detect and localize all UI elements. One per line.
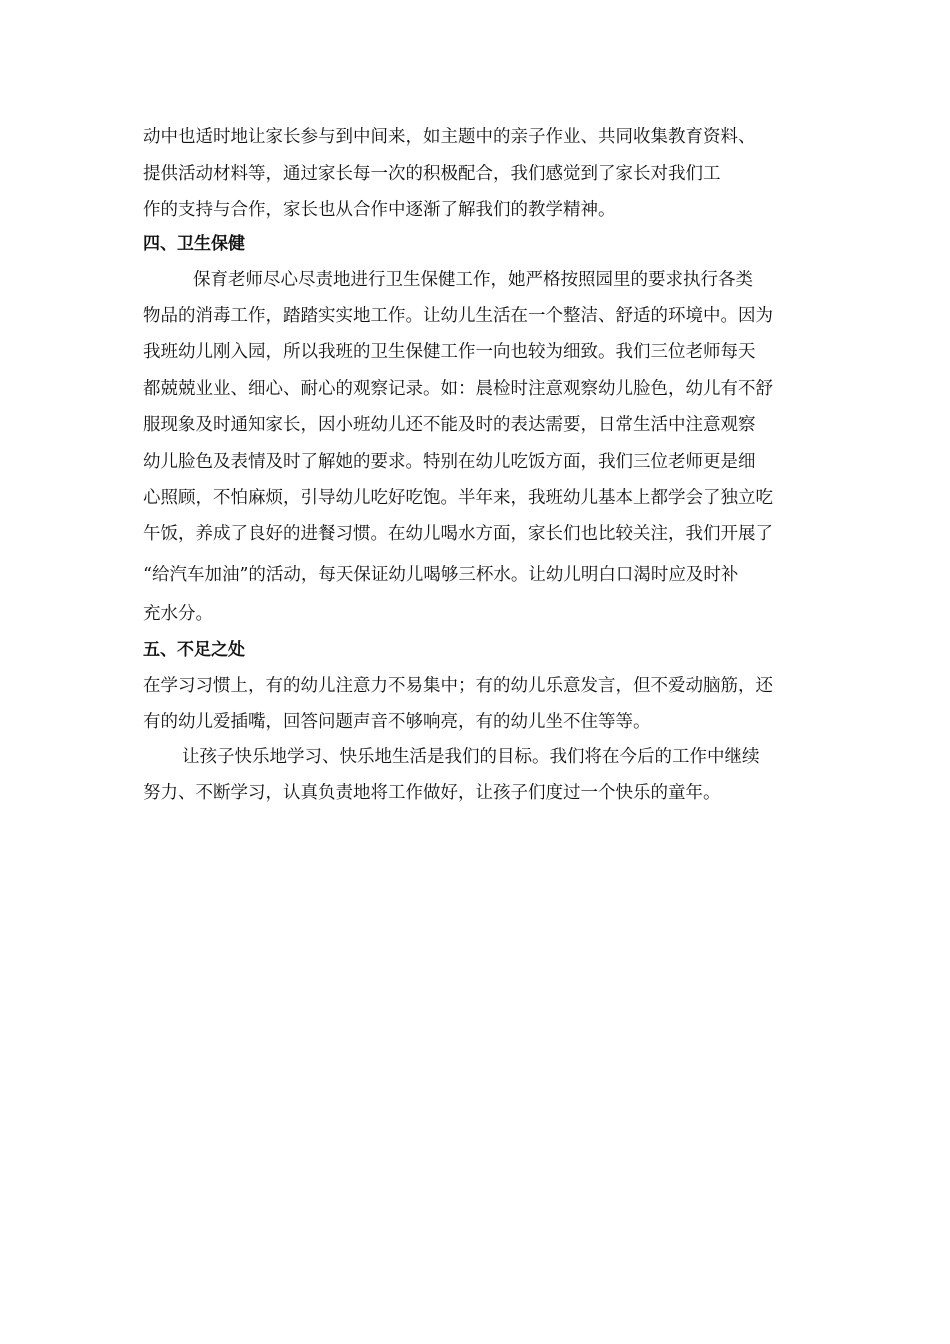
- section-heading: 五、不足之处: [143, 640, 245, 660]
- paragraph-line: 幼儿脸色及表情及时了解她的要求。特别在幼儿吃饭方面，我们三位老师更是细: [143, 452, 756, 472]
- paragraph-line: 午饭，养成了良好的进餐习惯。在幼儿喝水方面，家长们也比较关注，我们开展了: [143, 524, 773, 544]
- paragraph-line: 有的幼儿爱插嘴，回答问题声音不够响亮，有的幼儿坐不住等等。: [143, 712, 651, 732]
- paragraph-line: 我班幼儿刚入园，所以我班的卫生保健工作一向也较为细致。我们三位老师每天: [143, 342, 756, 362]
- paragraph-line: 在学习习惯上，有的幼儿注意力不易集中；有的幼儿乐意发言，但不爱动脑筋，还: [143, 676, 773, 696]
- paragraph-line: 服现象及时通知家长，因小班幼儿还不能及时的表达需要，日常生活中注意观察: [143, 415, 756, 435]
- paragraph-line: 物品的消毒工作，踏踏实实地工作。让幼儿生活在一个整洁、舒适的环境中。因为: [143, 306, 773, 326]
- paragraph-line: 提供活动材料等，通过家长每一次的积极配合，我们感觉到了家长对我们工: [143, 164, 721, 184]
- paragraph-line: “给汽车加油”的活动，每天保证幼儿喝够三杯水。让幼儿明白口渴时应及时补: [143, 565, 739, 585]
- section-heading: 四、卫生保健: [143, 234, 245, 254]
- paragraph-line: 保育老师尽心尽责地进行卫生保健工作，她严格按照园里的要求执行各类: [193, 270, 753, 290]
- paragraph-line: 充水分。: [143, 604, 213, 624]
- paragraph-line: 作的支持与合作，家长也从合作中逐渐了解我们的教学精神。: [143, 200, 616, 220]
- paragraph-line: 心照顾，不怕麻烦，引导幼儿吃好吃饱。半年来，我班幼儿基本上都学会了独立吃: [143, 488, 773, 508]
- paragraph-line: 都兢兢业业、细心、耐心的观察记录。如：晨检时注意观察幼儿脸色，幼儿有不舒: [143, 379, 773, 399]
- paragraph-line: 让孩子快乐地学习、快乐地生活是我们的目标。我们将在今后的工作中继续: [182, 747, 760, 767]
- paragraph-line: 动中也适时地让家长参与到中间来，如主题中的亲子作业、共同收集教育资料、: [143, 127, 756, 147]
- paragraph-line: 努力、不断学习，认真负责地将工作做好，让孩子们度过一个快乐的童年。: [143, 783, 721, 803]
